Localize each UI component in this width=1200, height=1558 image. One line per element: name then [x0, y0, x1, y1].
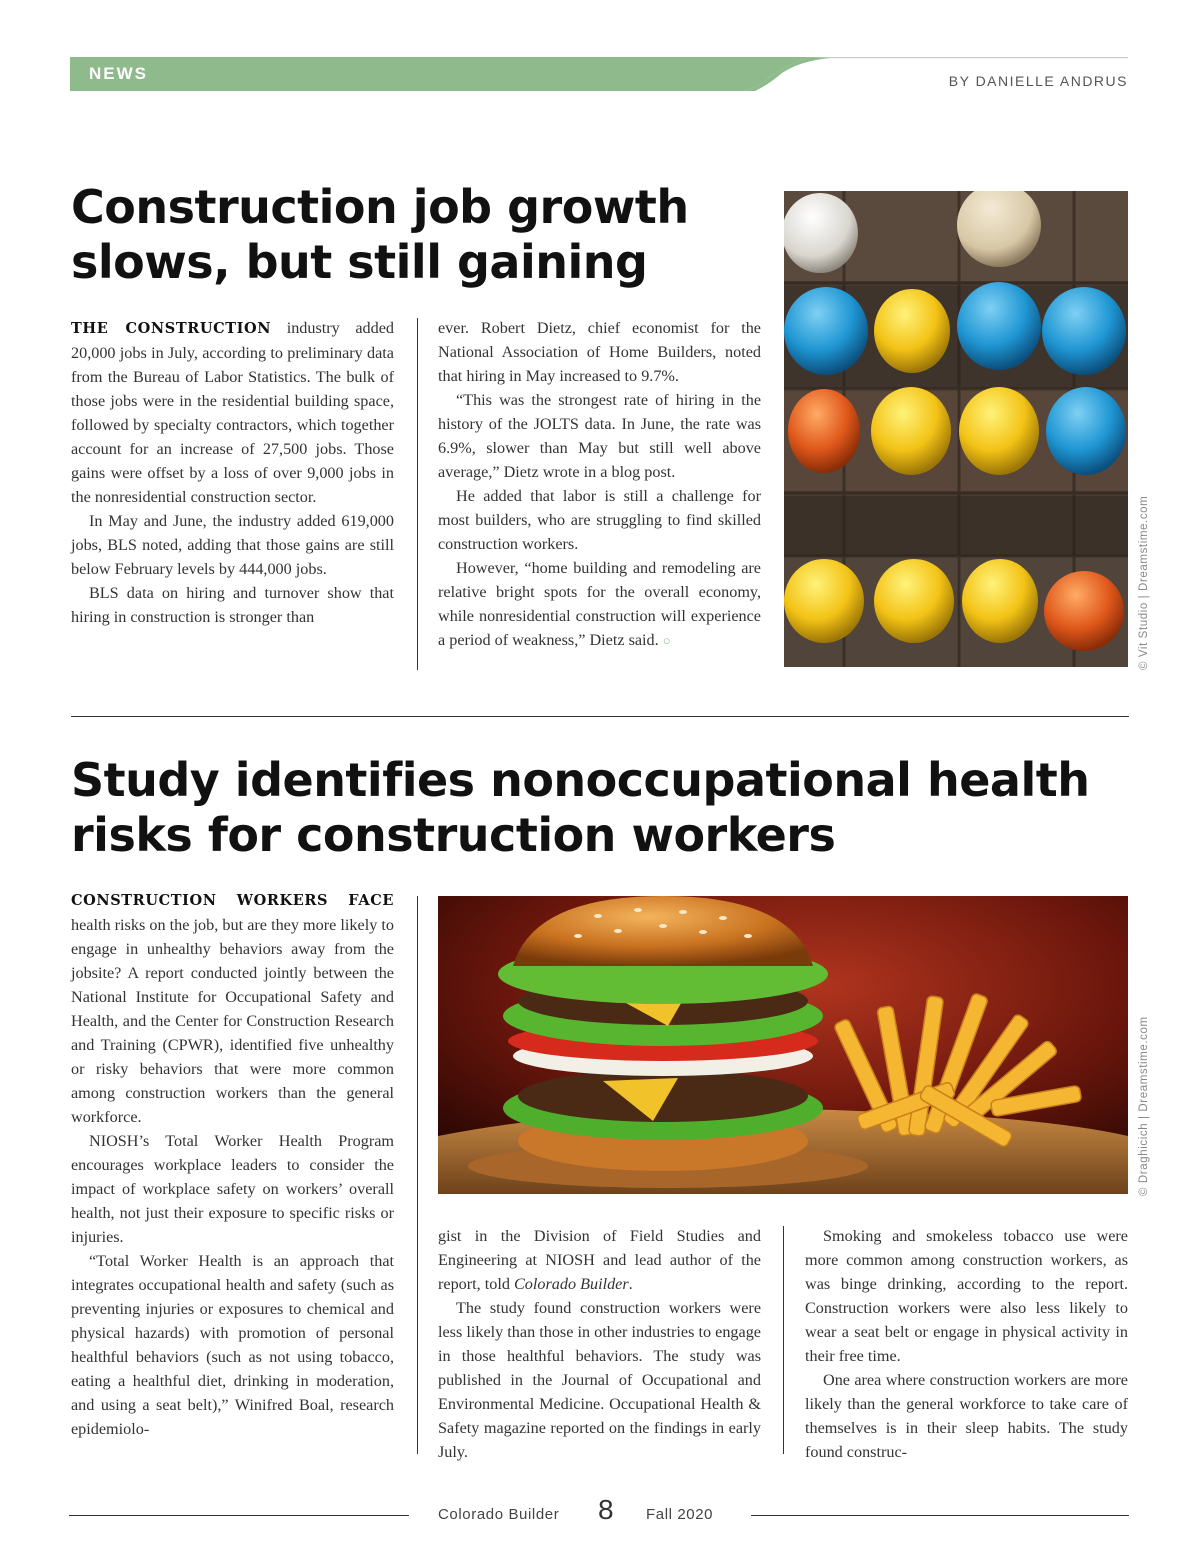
end-mark-icon: ○: [662, 633, 671, 648]
punctuation: .: [628, 1275, 633, 1293]
article-2-column-2: [438, 1224, 761, 1464]
article-2-lead: CONSTRUCTION WORKERS FACE: [71, 892, 394, 909]
article-2-column-1: [71, 889, 394, 1441]
photo-credit: © Draghicich | Dreamstime.com: [1138, 1016, 1150, 1196]
article-1-paragraph: ever. Robert Dietz, chief economist for the National Association of Home Builders, noted that hiring in May increased to 9.7%.: [438, 319, 761, 385]
article-2-paragraph: NIOSH’s Total Worker Health Program encourages workplace leaders to consider the impact of workplace safety on workers’ overall health, not just their exposure to specific risks or injuries.: [71, 1132, 394, 1246]
article-2-column-3: [805, 1224, 1128, 1464]
article-1-paragraph: industry added 20,000 jobs in July, according to preliminary data from the Bureau of Labor Statistics. The bulk of those jobs were in the residential building space, followed by specialty contractors, which together account for an increase of 27,500 jobs. Those gains were offset by a loss of over 9,000 jobs in the nonresidential construction sector.: [71, 319, 394, 506]
article-1-paragraph: In May and June, the industry added 619,000 jobs, BLS noted, adding that those gains are still below February levels by 444,000 jobs.: [71, 512, 394, 578]
column-divider: [417, 896, 418, 1454]
article-1-column-1: [71, 316, 394, 629]
article-2-headline: Study identifies nonoccupational health risks for construction workers: [71, 753, 1090, 863]
footer-publication: Colorado Builder: [438, 1506, 560, 1523]
article-1-paragraph: He added that labor is still a challenge for most builders, who are struggling to find skilled construction workers.: [438, 487, 761, 553]
article-2-paragraph: One area where construction workers are more likely than the general workforce to take care of themselves is in their sleep habits. The study found construc-: [805, 1371, 1128, 1461]
article-2-paragraph: gist in the Division of Field Studies and Engineering at NIOSH and lead author of the report, told: [438, 1227, 761, 1293]
article-2-paragraph: health risks on the job, but are they more likely to engage in unhealthy behaviors away from the jobsite? A report conducted jointly between the National Institute for Occupational Safety and Health, and the Center for Construction Research and Training (CPWR), identified five unhealthy or risky behaviors that were more common among construction workers than the general workforce.: [71, 916, 394, 1126]
hard-hats-photo: [784, 191, 1128, 667]
byline: BY DANIELLE ANDRUS: [948, 73, 1128, 89]
page-number: 8: [598, 1494, 614, 1525]
article-2-paragraph: The study found construction workers were less likely than those in other industries to engage in those healthful behaviors. The study was published in the Journal of Occupational and Environmental Medicine. Occupational Health & Safety magazine reported on the findings in early July.: [438, 1299, 761, 1461]
article-1-lead: THE CONSTRUCTION: [71, 320, 272, 337]
article-1-column-2: [438, 316, 761, 653]
article-2-paragraph: “Total Worker Health is an approach that integrates occupational health and safety (such as preventing injuries or exposures to chemical and physical hazards) with promotion of personal healthful behaviors (such as not using tobacco, eating a healthful diet, drinking in moderation, and using a seat belt),” Winifred Boal, research epidemiolo-: [71, 1252, 394, 1438]
article-1-paragraph: BLS data on hiring and turnover show that hiring in construction is stronger than: [71, 584, 394, 626]
column-divider: [417, 318, 418, 670]
article-divider: [71, 716, 1129, 717]
section-label: NEWS: [89, 64, 148, 83]
article-1-headline: Construction job growth slows, but still gaining: [71, 180, 689, 290]
publication-name: Colorado Builder: [513, 1275, 629, 1293]
footer-rule-right: [751, 1515, 1129, 1516]
article-1-paragraph: “This was the strongest rate of hiring in the history of the JOLTS data. In June, the rate was 6.9%, slower than May but still well above average,” Dietz wrote in a blog post.: [438, 391, 761, 481]
footer-rule-left: [69, 1515, 409, 1516]
burger-photo: [438, 896, 1128, 1194]
column-divider: [783, 1226, 784, 1454]
photo-credit: © Vit Studio | Dreamstime.com: [1138, 495, 1150, 670]
article-2-paragraph: Smoking and smokeless tobacco use were more common among construction workers, as was binge drinking, according to the report. Construction workers were also less likely to wear a seat belt or engage in physical activity in their free time.: [805, 1227, 1128, 1365]
article-1-paragraph: However, “home building and remodeling are relative bright spots for the overall economy, while nonresidential construction will experience a period of weakness,” Dietz said.: [438, 559, 761, 649]
footer-issue: Fall 2020: [646, 1506, 714, 1523]
